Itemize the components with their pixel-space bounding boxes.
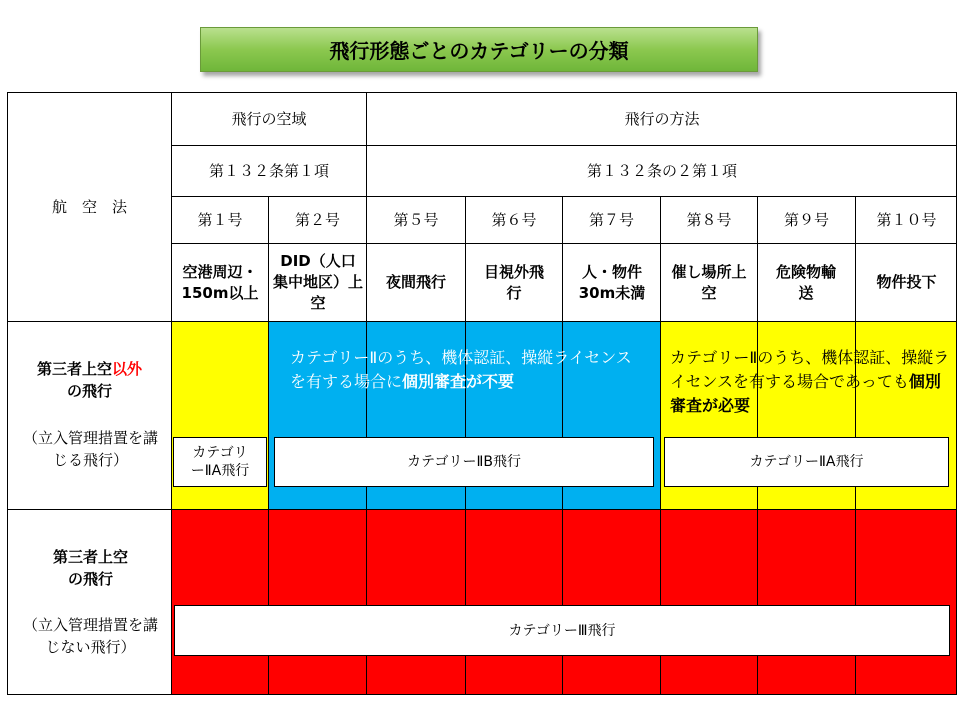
row1-title-b: 以外 bbox=[112, 360, 143, 378]
row1-title-c: の飛行 bbox=[66, 382, 112, 400]
item-no-5: 第５号 bbox=[393, 210, 439, 229]
item-no-7: 第７号 bbox=[588, 210, 634, 229]
item-no-9: 第９号 bbox=[783, 210, 829, 229]
item-no-6: 第６号 bbox=[491, 210, 537, 229]
row1-note: （立入管理措置を講じる飛行） bbox=[22, 429, 158, 469]
item-no-1: 第１号 bbox=[197, 210, 243, 229]
category-3-box: カテゴリーⅢ飛行 bbox=[174, 605, 950, 656]
row2-note: （立入管理措置を講じない飛行） bbox=[22, 616, 158, 656]
row2-title: 第三者上空の飛行 bbox=[52, 548, 128, 588]
item-label-9: 危険物輸送 bbox=[775, 262, 836, 302]
row1-title bbox=[8, 358, 171, 402]
law-label: 航 空 法 bbox=[51, 197, 127, 216]
row1-title-a: 第三者上空 bbox=[36, 360, 112, 378]
category-2a-box-left: カテゴリーⅡA飛行 bbox=[173, 437, 267, 487]
row1-blue-text-a: カテゴリーⅡのうち、機体認証、操縦ライセンスを有する場合に bbox=[290, 348, 632, 391]
row1-yellow-text bbox=[670, 346, 950, 418]
header-method: 飛行の方法 bbox=[624, 109, 700, 128]
row1-yellow-text-a: カテゴリーⅡのうち、機体認証、操縦ライセンスを有する場合であっても bbox=[670, 348, 950, 391]
page-title: 飛行形態ごとのカテゴリーの分類 bbox=[200, 27, 758, 72]
category-2b-box: カテゴリーⅡB飛行 bbox=[274, 437, 654, 487]
header-airspace: 飛行の空域 bbox=[231, 109, 307, 128]
item-label-8: 催し場所上空 bbox=[671, 262, 747, 302]
item-label-7: 人・物件30m未満 bbox=[578, 262, 646, 302]
row1-blue-text-b: 個別審査が不要 bbox=[402, 372, 515, 391]
header-article-airspace: 第１３２条第１項 bbox=[208, 161, 329, 180]
category-2a-box-right: カテゴリーⅡA飛行 bbox=[664, 437, 949, 487]
item-label-5: 夜間飛行 bbox=[385, 273, 446, 291]
item-no-10: 第１０号 bbox=[876, 210, 937, 229]
row1-blue-text bbox=[290, 346, 640, 394]
item-label-10: 物件投下 bbox=[876, 273, 937, 291]
item-no-8: 第８号 bbox=[686, 210, 732, 229]
row1-yellow-text-b: 個別審査が必要 bbox=[670, 372, 941, 415]
item-no-2: 第２号 bbox=[294, 210, 340, 229]
item-label-1: 空港周辺・150m以上 bbox=[181, 262, 259, 302]
row2-red-area bbox=[171, 509, 957, 695]
header-article-method: 第１３２条の２第１項 bbox=[586, 161, 737, 180]
item-label-2: DID（人口集中地区）上空 bbox=[273, 252, 364, 312]
item-label-6: 目視外飛行 bbox=[483, 262, 544, 302]
